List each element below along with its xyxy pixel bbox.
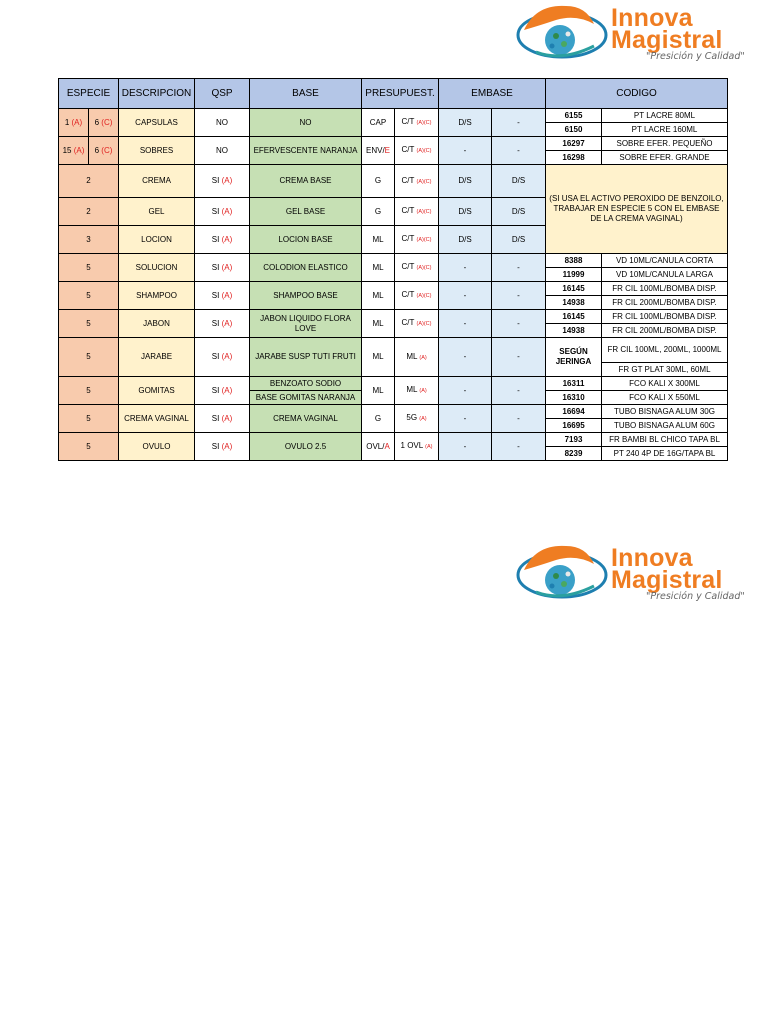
especie-tag: (C) bbox=[101, 145, 113, 155]
pres-ct-value: 1 OVL bbox=[400, 441, 423, 450]
qsp-cell bbox=[195, 282, 250, 310]
qsp-tag: (A) bbox=[221, 290, 233, 300]
codigo-cell: 16695 bbox=[546, 419, 602, 433]
especie-cell: 5 bbox=[59, 405, 119, 433]
pill-globe-icon bbox=[516, 540, 608, 606]
descripcion-cell: CREMA bbox=[119, 165, 195, 198]
especie-tag: (A) bbox=[71, 117, 83, 127]
embase-cell: - bbox=[492, 137, 546, 165]
pres-tag: (A)(C) bbox=[416, 293, 432, 299]
especie-cell: 5 bbox=[59, 282, 119, 310]
codigo-desc-cell: SOBRE EFER. GRANDE bbox=[602, 151, 728, 165]
base-cell: EFERVESCENTE NARANJA bbox=[250, 137, 362, 165]
embase-cell: D/S bbox=[492, 226, 546, 254]
pres-unit-cell: G bbox=[362, 405, 395, 433]
qsp-cell bbox=[195, 226, 250, 254]
qsp-tag: (A) bbox=[221, 262, 233, 272]
codigo-desc-cell: PT LACRE 160ML bbox=[602, 123, 728, 137]
table-row bbox=[59, 282, 728, 296]
qsp-value: SI bbox=[211, 176, 220, 185]
table-row bbox=[59, 433, 728, 447]
descripcion-cell: JARABE bbox=[119, 338, 195, 377]
embase-cell: - bbox=[439, 137, 492, 165]
especie-cell bbox=[89, 137, 119, 165]
embase-cell: - bbox=[439, 310, 492, 338]
qsp-tag: (A) bbox=[221, 413, 233, 423]
pres-ct-value: C/T bbox=[401, 175, 415, 185]
pres-ct-cell bbox=[395, 254, 439, 282]
especie-tag: (A) bbox=[73, 145, 85, 155]
base-cell: GEL BASE bbox=[250, 198, 362, 226]
qsp-cell bbox=[195, 165, 250, 198]
base-cell: OVULO 2.5 bbox=[250, 433, 362, 461]
codigo-desc-cell: FR CIL 100ML, 200ML, 1000ML bbox=[602, 338, 728, 363]
codigo-desc-cell: FCO KALI X 550ML bbox=[602, 391, 728, 405]
descripcion-cell: CAPSULAS bbox=[119, 109, 195, 137]
embase-cell: - bbox=[439, 254, 492, 282]
pres-ct-value: C/T bbox=[401, 206, 415, 215]
embase-cell: D/S bbox=[439, 109, 492, 137]
pres-ct-cell bbox=[395, 282, 439, 310]
pres-ct-value: C/T bbox=[401, 145, 415, 154]
table-row bbox=[59, 338, 728, 363]
embase-cell: - bbox=[439, 433, 492, 461]
pres-ct-value: C/T bbox=[401, 318, 415, 327]
codigo-desc-cell: SOBRE EFER. PEQUEÑO bbox=[602, 137, 728, 151]
codigo-cell: 16694 bbox=[546, 405, 602, 419]
descripcion-cell: GOMITAS bbox=[119, 377, 195, 405]
embase-cell: D/S bbox=[492, 198, 546, 226]
pres-ct-cell bbox=[395, 226, 439, 254]
qsp-cell bbox=[195, 198, 250, 226]
especie-cell bbox=[59, 109, 89, 137]
pres-tag: (A)(C) bbox=[416, 148, 432, 154]
qsp-tag: (A) bbox=[221, 385, 233, 395]
pres-ct-value: C/T bbox=[401, 262, 415, 271]
codigo-cell: 16310 bbox=[546, 391, 602, 405]
especie-cell: 2 bbox=[59, 198, 119, 226]
especie-cell: 5 bbox=[59, 377, 119, 405]
embase-cell: - bbox=[492, 254, 546, 282]
base-cell: JABON LIQUIDO FLORA LOVE bbox=[250, 310, 362, 338]
pres-unit-cell: ML bbox=[362, 310, 395, 338]
header-base: BASE bbox=[250, 79, 362, 109]
descripcion-cell: GEL bbox=[119, 198, 195, 226]
qsp-value: SI bbox=[211, 413, 220, 423]
embase-cell: - bbox=[492, 433, 546, 461]
pres-tag: (A)(C) bbox=[416, 237, 432, 243]
pill-globe-icon bbox=[516, 0, 608, 66]
codigo-desc-cell: FCO KALI X 300ML bbox=[602, 377, 728, 391]
embase-cell: D/S bbox=[439, 226, 492, 254]
header-especie: ESPECIE bbox=[59, 79, 119, 109]
codigo-desc-cell: FR CIL 100ML/BOMBA DISP. bbox=[602, 310, 728, 324]
codigo-desc-cell: PT 240 4P DE 16G/TAPA BL bbox=[602, 447, 728, 461]
especie-value: 6 bbox=[94, 145, 100, 155]
qsp-cell: NO bbox=[195, 109, 250, 137]
base-cell: JARABE SUSP TUTI FRUTI bbox=[250, 338, 362, 377]
embase-cell: D/S bbox=[492, 165, 546, 198]
embase-cell: - bbox=[492, 338, 546, 377]
qsp-cell: NO bbox=[195, 137, 250, 165]
pres-tag: (A) bbox=[419, 416, 427, 422]
pres-tag: (A) bbox=[425, 444, 433, 450]
header-row bbox=[59, 79, 728, 109]
qsp-tag: (A) bbox=[221, 176, 233, 185]
pres-unit-tag: E bbox=[384, 145, 391, 155]
innova-magistral-logo bbox=[516, 0, 766, 70]
codigo-desc-cell: FR CIL 200ML/BOMBA DISP. bbox=[602, 296, 728, 310]
pres-ct-value: 5G bbox=[406, 413, 418, 422]
pres-unit-cell: G bbox=[362, 165, 395, 198]
qsp-tag: (A) bbox=[221, 441, 233, 451]
qsp-value: SI bbox=[211, 290, 220, 300]
codigo-desc-cell: FR CIL 100ML/BOMBA DISP. bbox=[602, 282, 728, 296]
codigo-desc-cell: FR CIL 200ML/BOMBA DISP. bbox=[602, 324, 728, 338]
especie-value: 6 bbox=[94, 117, 100, 127]
brand-line-1: Innova bbox=[611, 4, 693, 32]
codigo-cell: 6155 bbox=[546, 109, 602, 123]
embase-cell: D/S bbox=[439, 198, 492, 226]
qsp-cell bbox=[195, 254, 250, 282]
codigo-desc-cell: VD 10ML/CANULA CORTA bbox=[602, 254, 728, 268]
codigo-cell: 8388 bbox=[546, 254, 602, 268]
brand-tagline: "Presición y Calidad" bbox=[646, 591, 745, 602]
pres-ct-value: C/T bbox=[401, 117, 415, 126]
pres-ct-cell bbox=[395, 377, 439, 405]
qsp-value: SI bbox=[211, 385, 220, 395]
especie-cell: 5 bbox=[59, 338, 119, 377]
qsp-cell bbox=[195, 310, 250, 338]
codigo-desc-cell: TUBO BISNAGA ALUM 60G bbox=[602, 419, 728, 433]
header-descripcion: DESCRIPCION bbox=[119, 79, 195, 109]
pres-ct-cell bbox=[395, 109, 439, 137]
pres-ct-value: ML bbox=[406, 385, 418, 394]
pres-unit-cell: ML bbox=[362, 282, 395, 310]
innova-magistral-logo bbox=[516, 540, 766, 610]
qsp-tag: (A) bbox=[221, 352, 233, 361]
pres-ct-cell bbox=[395, 165, 439, 198]
descripcion-cell: SOBRES bbox=[119, 137, 195, 165]
table-row bbox=[59, 377, 728, 391]
embase-cell: - bbox=[492, 377, 546, 405]
codigo-cell: 16311 bbox=[546, 377, 602, 391]
qsp-tag: (A) bbox=[221, 234, 233, 244]
descripcion-cell: JABON bbox=[119, 310, 195, 338]
base-cell: CREMA BASE bbox=[250, 165, 362, 198]
especie-cell bbox=[89, 109, 119, 137]
codigo-cell: 11999 bbox=[546, 268, 602, 282]
embase-cell: D/S bbox=[439, 165, 492, 198]
qsp-cell bbox=[195, 433, 250, 461]
pres-unit-cell bbox=[362, 137, 395, 165]
pres-unit-cell: ML bbox=[362, 377, 395, 405]
pres-ct-cell bbox=[395, 405, 439, 433]
especie-value: 1 bbox=[64, 117, 70, 127]
brand-line-2: Magistral bbox=[611, 26, 723, 54]
pres-unit-cell: ML bbox=[362, 226, 395, 254]
codigo-cell: 16145 bbox=[546, 282, 602, 296]
descripcion-cell: SOLUCION bbox=[119, 254, 195, 282]
codigo-cell: 8239 bbox=[546, 447, 602, 461]
codigo-desc-cell: FR BAMBI BL CHICO TAPA BL bbox=[602, 433, 728, 447]
pres-ct-cell bbox=[395, 433, 439, 461]
embase-cell: - bbox=[439, 282, 492, 310]
especie-cell: 3 bbox=[59, 226, 119, 254]
codigo-desc-cell: PT LACRE 80ML bbox=[602, 109, 728, 123]
pres-tag: (A)(C) bbox=[416, 209, 432, 215]
table-row bbox=[59, 310, 728, 324]
embase-cell: - bbox=[492, 282, 546, 310]
brand-line-1: Innova bbox=[611, 544, 693, 572]
pres-tag: (A)(C) bbox=[416, 265, 432, 271]
pres-unit-cell bbox=[362, 433, 395, 461]
codigo-cell: 16145 bbox=[546, 310, 602, 324]
header-presupuesto: PRESUPUEST. bbox=[362, 79, 439, 109]
header-codigo: CODIGO bbox=[546, 79, 728, 109]
pres-unit-cell: ML bbox=[362, 254, 395, 282]
pres-unit-cell: G bbox=[362, 198, 395, 226]
pres-ct-value: C/T bbox=[401, 234, 415, 243]
qsp-value: SI bbox=[211, 234, 220, 244]
peroxido-note: (SI USA EL ACTIVO PEROXIDO DE BENZOILO, TRABAJAR EN ESPECIE 5 CON EL EMBASE DE LA CREMA VAGINAL) bbox=[546, 165, 728, 254]
especie-tag: (C) bbox=[101, 117, 113, 127]
codigo-cell: 16297 bbox=[546, 137, 602, 151]
descripcion-cell: LOCION bbox=[119, 226, 195, 254]
base-cell: BENZOATO SODIO bbox=[250, 377, 362, 391]
pres-unit-tag: A bbox=[384, 441, 390, 451]
especie-cell bbox=[59, 137, 89, 165]
qsp-value: SI bbox=[211, 206, 220, 216]
pres-tag: (A)(C) bbox=[416, 178, 432, 185]
embase-cell: - bbox=[439, 405, 492, 433]
embase-cell: - bbox=[492, 310, 546, 338]
qsp-value: SI bbox=[211, 318, 220, 328]
pres-tag: (A)(C) bbox=[416, 120, 432, 126]
base-cell: COLODION ELASTICO bbox=[250, 254, 362, 282]
pres-ct-cell bbox=[395, 310, 439, 338]
qsp-cell bbox=[195, 338, 250, 377]
pres-tag: (A)(C) bbox=[416, 321, 432, 327]
especie-cell: 2 bbox=[59, 165, 119, 198]
pres-ct-cell bbox=[395, 137, 439, 165]
especie-value: 15 bbox=[62, 145, 72, 155]
codigo-cell: 14938 bbox=[546, 324, 602, 338]
embase-cell: - bbox=[439, 377, 492, 405]
qsp-value: SI bbox=[211, 441, 220, 451]
base-cell: SHAMPOO BASE bbox=[250, 282, 362, 310]
pres-unit-value: OVL/ bbox=[366, 441, 385, 451]
descripcion-cell: OVULO bbox=[119, 433, 195, 461]
descripcion-cell: SHAMPOO bbox=[119, 282, 195, 310]
codigo-cell: SEGÚN JERINGA bbox=[546, 338, 602, 377]
table-row bbox=[59, 165, 728, 198]
especie-cell: 5 bbox=[59, 433, 119, 461]
table-row bbox=[59, 254, 728, 268]
base-cell: BASE GOMITAS NARANJA bbox=[250, 391, 362, 405]
pres-ct-cell bbox=[395, 198, 439, 226]
codigo-cell: 6150 bbox=[546, 123, 602, 137]
base-cell: CREMA VAGINAL bbox=[250, 405, 362, 433]
pres-tag: (A) bbox=[419, 354, 427, 361]
codigo-cell: 16298 bbox=[546, 151, 602, 165]
qsp-tag: (A) bbox=[221, 206, 233, 216]
pres-ct-value: ML bbox=[406, 351, 418, 361]
embase-cell: - bbox=[492, 109, 546, 137]
product-table bbox=[58, 78, 728, 461]
embase-cell: - bbox=[492, 405, 546, 433]
qsp-cell bbox=[195, 405, 250, 433]
especie-cell: 5 bbox=[59, 254, 119, 282]
base-cell: LOCION BASE bbox=[250, 226, 362, 254]
codigo-desc-cell: TUBO BISNAGA ALUM 30G bbox=[602, 405, 728, 419]
especie-cell: 5 bbox=[59, 310, 119, 338]
codigo-cell: 14938 bbox=[546, 296, 602, 310]
table-row bbox=[59, 405, 728, 419]
pres-unit-cell: CAP bbox=[362, 109, 395, 137]
pres-tag: (A) bbox=[419, 388, 427, 394]
codigo-desc-cell: VD 10ML/CANULA LARGA bbox=[602, 268, 728, 282]
qsp-cell bbox=[195, 377, 250, 405]
codigo-cell: 7193 bbox=[546, 433, 602, 447]
base-cell: NO bbox=[250, 109, 362, 137]
pres-ct-value: C/T bbox=[401, 290, 415, 299]
qsp-value: SI bbox=[211, 352, 220, 361]
qsp-value: SI bbox=[211, 262, 220, 272]
codigo-desc-cell: FR GT PLAT 30ML, 60ML bbox=[602, 363, 728, 377]
brand-line-2: Magistral bbox=[611, 566, 723, 594]
pres-unit-value: ENV/ bbox=[366, 145, 385, 155]
table-row bbox=[59, 137, 728, 151]
qsp-tag: (A) bbox=[221, 318, 233, 328]
header-embase: EMBASE bbox=[439, 79, 546, 109]
pres-unit-cell: ML bbox=[362, 338, 395, 377]
brand-tagline: "Presición y Calidad" bbox=[646, 51, 745, 62]
descripcion-cell: CREMA VAGINAL bbox=[119, 405, 195, 433]
embase-cell: - bbox=[439, 338, 492, 377]
header-qsp: QSP bbox=[195, 79, 250, 109]
pres-ct-cell bbox=[395, 338, 439, 377]
table-row bbox=[59, 109, 728, 123]
